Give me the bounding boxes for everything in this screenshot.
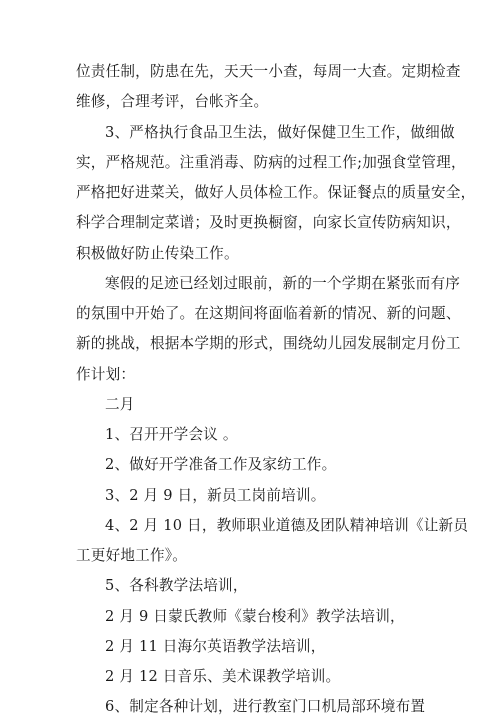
text-line: 作计划： [76,366,136,383]
list-item: 2 月 9 日蒙氏教师《蒙台梭利》教学法培训， [105,608,405,625]
text-line: 积极做好防止传染工作。 [76,245,239,262]
list-item: 4、2 月 10 日，教师职业道德及团队精神培训《让新员 [105,517,469,534]
list-item: 2、做好开学准备工作及家纺工作。 [105,456,337,473]
text-line: 严格把好进菜关，做好人员体检工作。保证餐点的质量安全， [76,184,476,201]
text-line: 3、严格执行食品卫生法，做好保健卫生工作，做细做 [105,124,455,141]
list-item: 2 月 12 日音乐、美术课教学培训。 [105,668,341,685]
text-line: 科学合理制定菜谱；及时更换橱窗，向家长宣传防病知识， [76,214,461,231]
list-item: 6、制定各种计划，进行教室门口机局部环境布置 [105,698,426,715]
list-item: 2 月 11 日海尔英语教学法培训， [105,638,326,655]
list-item: 3、2 月 9 日，新员工岗前培训。 [105,487,326,504]
text-line: 实，严格规范。注重消毒、防病的过程工作;加强食堂管理， [76,154,466,171]
list-item: 5、各科教学法培训， [105,577,248,594]
text-line: 的氛围中开始了。在这期间将面临着新的情况、新的问题、 [76,305,461,322]
text-line: 位责任制，防患在先，天天一小查，每周一大查。定期检查 [76,63,461,80]
list-item: 1、召开开学会议 。 [105,426,238,443]
month-heading: 二月 [105,396,135,413]
text-line: 新的挑战，根据本学期的形式，围绕幼儿园发展制定月份工 [76,335,461,352]
text-line: 工更好地工作》。 [76,547,188,564]
text-line: 维修，合理考评，台帐齐全。 [76,93,269,110]
text-line: 寒假的足迹已经划过眼前，新的一个学期在紧张而有序 [105,275,461,292]
